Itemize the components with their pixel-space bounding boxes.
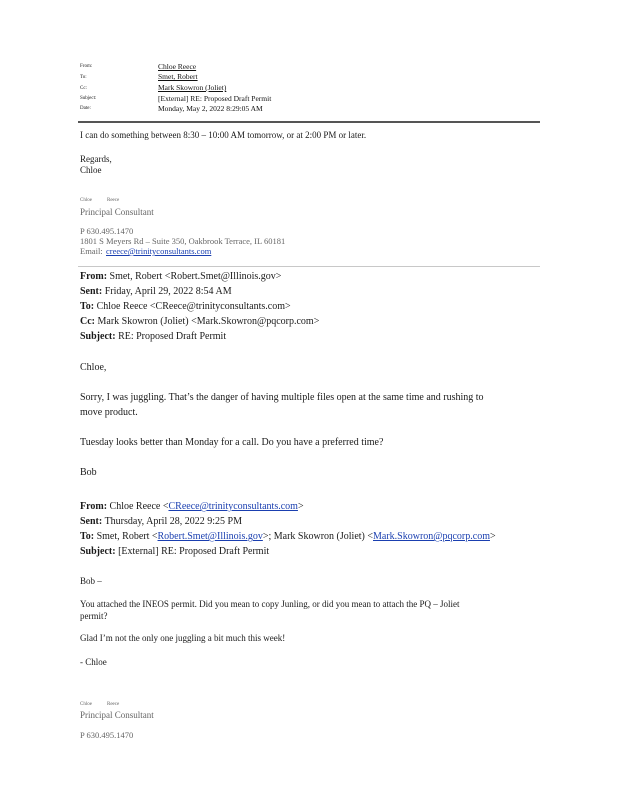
msg2-to-label: To:: [80, 301, 95, 312]
sig-first-name: Chloe: [80, 198, 92, 203]
msg3-to-email-link-2[interactable]: Mark.Skowron@pqcorp.com: [373, 531, 490, 542]
msg3-to-email-link[interactable]: Robert.Smet@Illinois.gov: [157, 531, 263, 542]
date-value: Monday, May 2, 2022 8:29:05 AM: [158, 104, 263, 113]
msg3-sent-label: Sent:: [80, 516, 103, 527]
msg3-subject-value: [External] RE: Proposed Draft Permit: [118, 546, 270, 557]
sig-first-name: Chloe: [80, 702, 92, 707]
msg2-sent-label: Sent:: [80, 286, 103, 297]
msg2-from-label: From:: [80, 271, 108, 282]
msg2-paragraph-line: Sorry, I was juggling. That’s the danger of having multiple files open at the same time and rushing to: [80, 392, 484, 403]
msg2-subject-value: RE: Proposed Draft Permit: [118, 331, 227, 342]
msg3-from-name: Chloe Reece <: [109, 501, 169, 512]
msg3-to-close: >: [489, 531, 496, 542]
header-divider: [78, 121, 540, 123]
msg3-from-label: From:: [80, 501, 108, 512]
sig-phone: P 630.495.1470: [80, 226, 134, 236]
msg2-from-value: Smet, Robert <Robert.Smet@Illinois.gov>: [109, 271, 282, 282]
msg3-sent-value: Thursday, April 28, 2022 9:25 PM: [104, 516, 242, 527]
sig-title: Principal Consultant: [80, 207, 154, 217]
from-label: From:: [80, 64, 93, 69]
cc-value[interactable]: Mark Skowron (Joliet): [158, 83, 227, 92]
sig-title: Principal Consultant: [80, 710, 154, 720]
regards-text: Regards,: [80, 154, 112, 164]
msg2-signoff: Bob: [80, 467, 97, 478]
msg3-subject-label: Subject:: [80, 546, 116, 557]
sig-last-name: Reece: [107, 702, 120, 707]
cc-label: Cc:: [80, 86, 87, 91]
from-value[interactable]: Chloe Reece: [158, 62, 197, 71]
signoff-name: Chloe: [80, 165, 102, 175]
msg2-to-value: Chloe Reece <CReece@trinityconsultants.com>: [96, 301, 291, 312]
sig-address: 1801 S Meyers Rd – Suite 350, Oakbrook Terrace, IL 60181: [80, 236, 286, 246]
subject-label: Subject:: [80, 96, 97, 101]
date-label: Date:: [80, 106, 91, 111]
msg2-sent-value: Friday, April 29, 2022 8:54 AM: [104, 286, 232, 297]
to-label: To:: [80, 75, 87, 80]
msg3-signoff: - Chloe: [80, 657, 107, 667]
to-value[interactable]: Smet, Robert: [158, 72, 198, 81]
sig-last-name: Reece: [107, 198, 120, 203]
subject-value: [External] RE: Proposed Draft Permit: [158, 94, 272, 103]
msg3-to-name: Smet, Robert <: [96, 531, 158, 542]
msg3-to-label: To:: [80, 531, 95, 542]
msg2-paragraph-line: move product.: [80, 407, 138, 418]
msg2-cc-label: Cc:: [80, 316, 95, 327]
msg2-greeting: Chloe,: [80, 362, 107, 373]
body-line: I can do something between 8:30 – 10:00 AM tomorrow, or at 2:00 PM or later.: [80, 130, 367, 140]
sig-phone: P 630.495.1470: [80, 730, 134, 740]
message-divider: [78, 266, 540, 267]
sig-email-link[interactable]: creece@trinityconsultants.com: [106, 246, 212, 256]
msg3-greeting: Bob –: [80, 576, 102, 586]
sig-email-label: Email:: [80, 246, 103, 256]
msg3-from-close: >: [297, 501, 304, 512]
msg3-from-email-link[interactable]: CReece@trinityconsultants.com: [168, 501, 298, 512]
msg3-paragraph-line: You attached the INEOS permit. Did you mean to copy Junling, or did you mean to attach the PQ – Joliet: [80, 599, 460, 609]
msg2-subject-label: Subject:: [80, 331, 116, 342]
msg3-paragraph-line: permit?: [80, 611, 108, 621]
msg3-to-mid: >; Mark Skowron (Joliet) <: [262, 531, 373, 542]
msg3-paragraph: Glad I’m not the only one juggling a bit much this week!: [80, 633, 286, 643]
msg2-paragraph: Tuesday looks better than Monday for a call. Do you have a preferred time?: [80, 437, 384, 448]
msg2-cc-value: Mark Skowron (Joliet) <Mark.Skowron@pqcorp.com>: [97, 316, 320, 327]
